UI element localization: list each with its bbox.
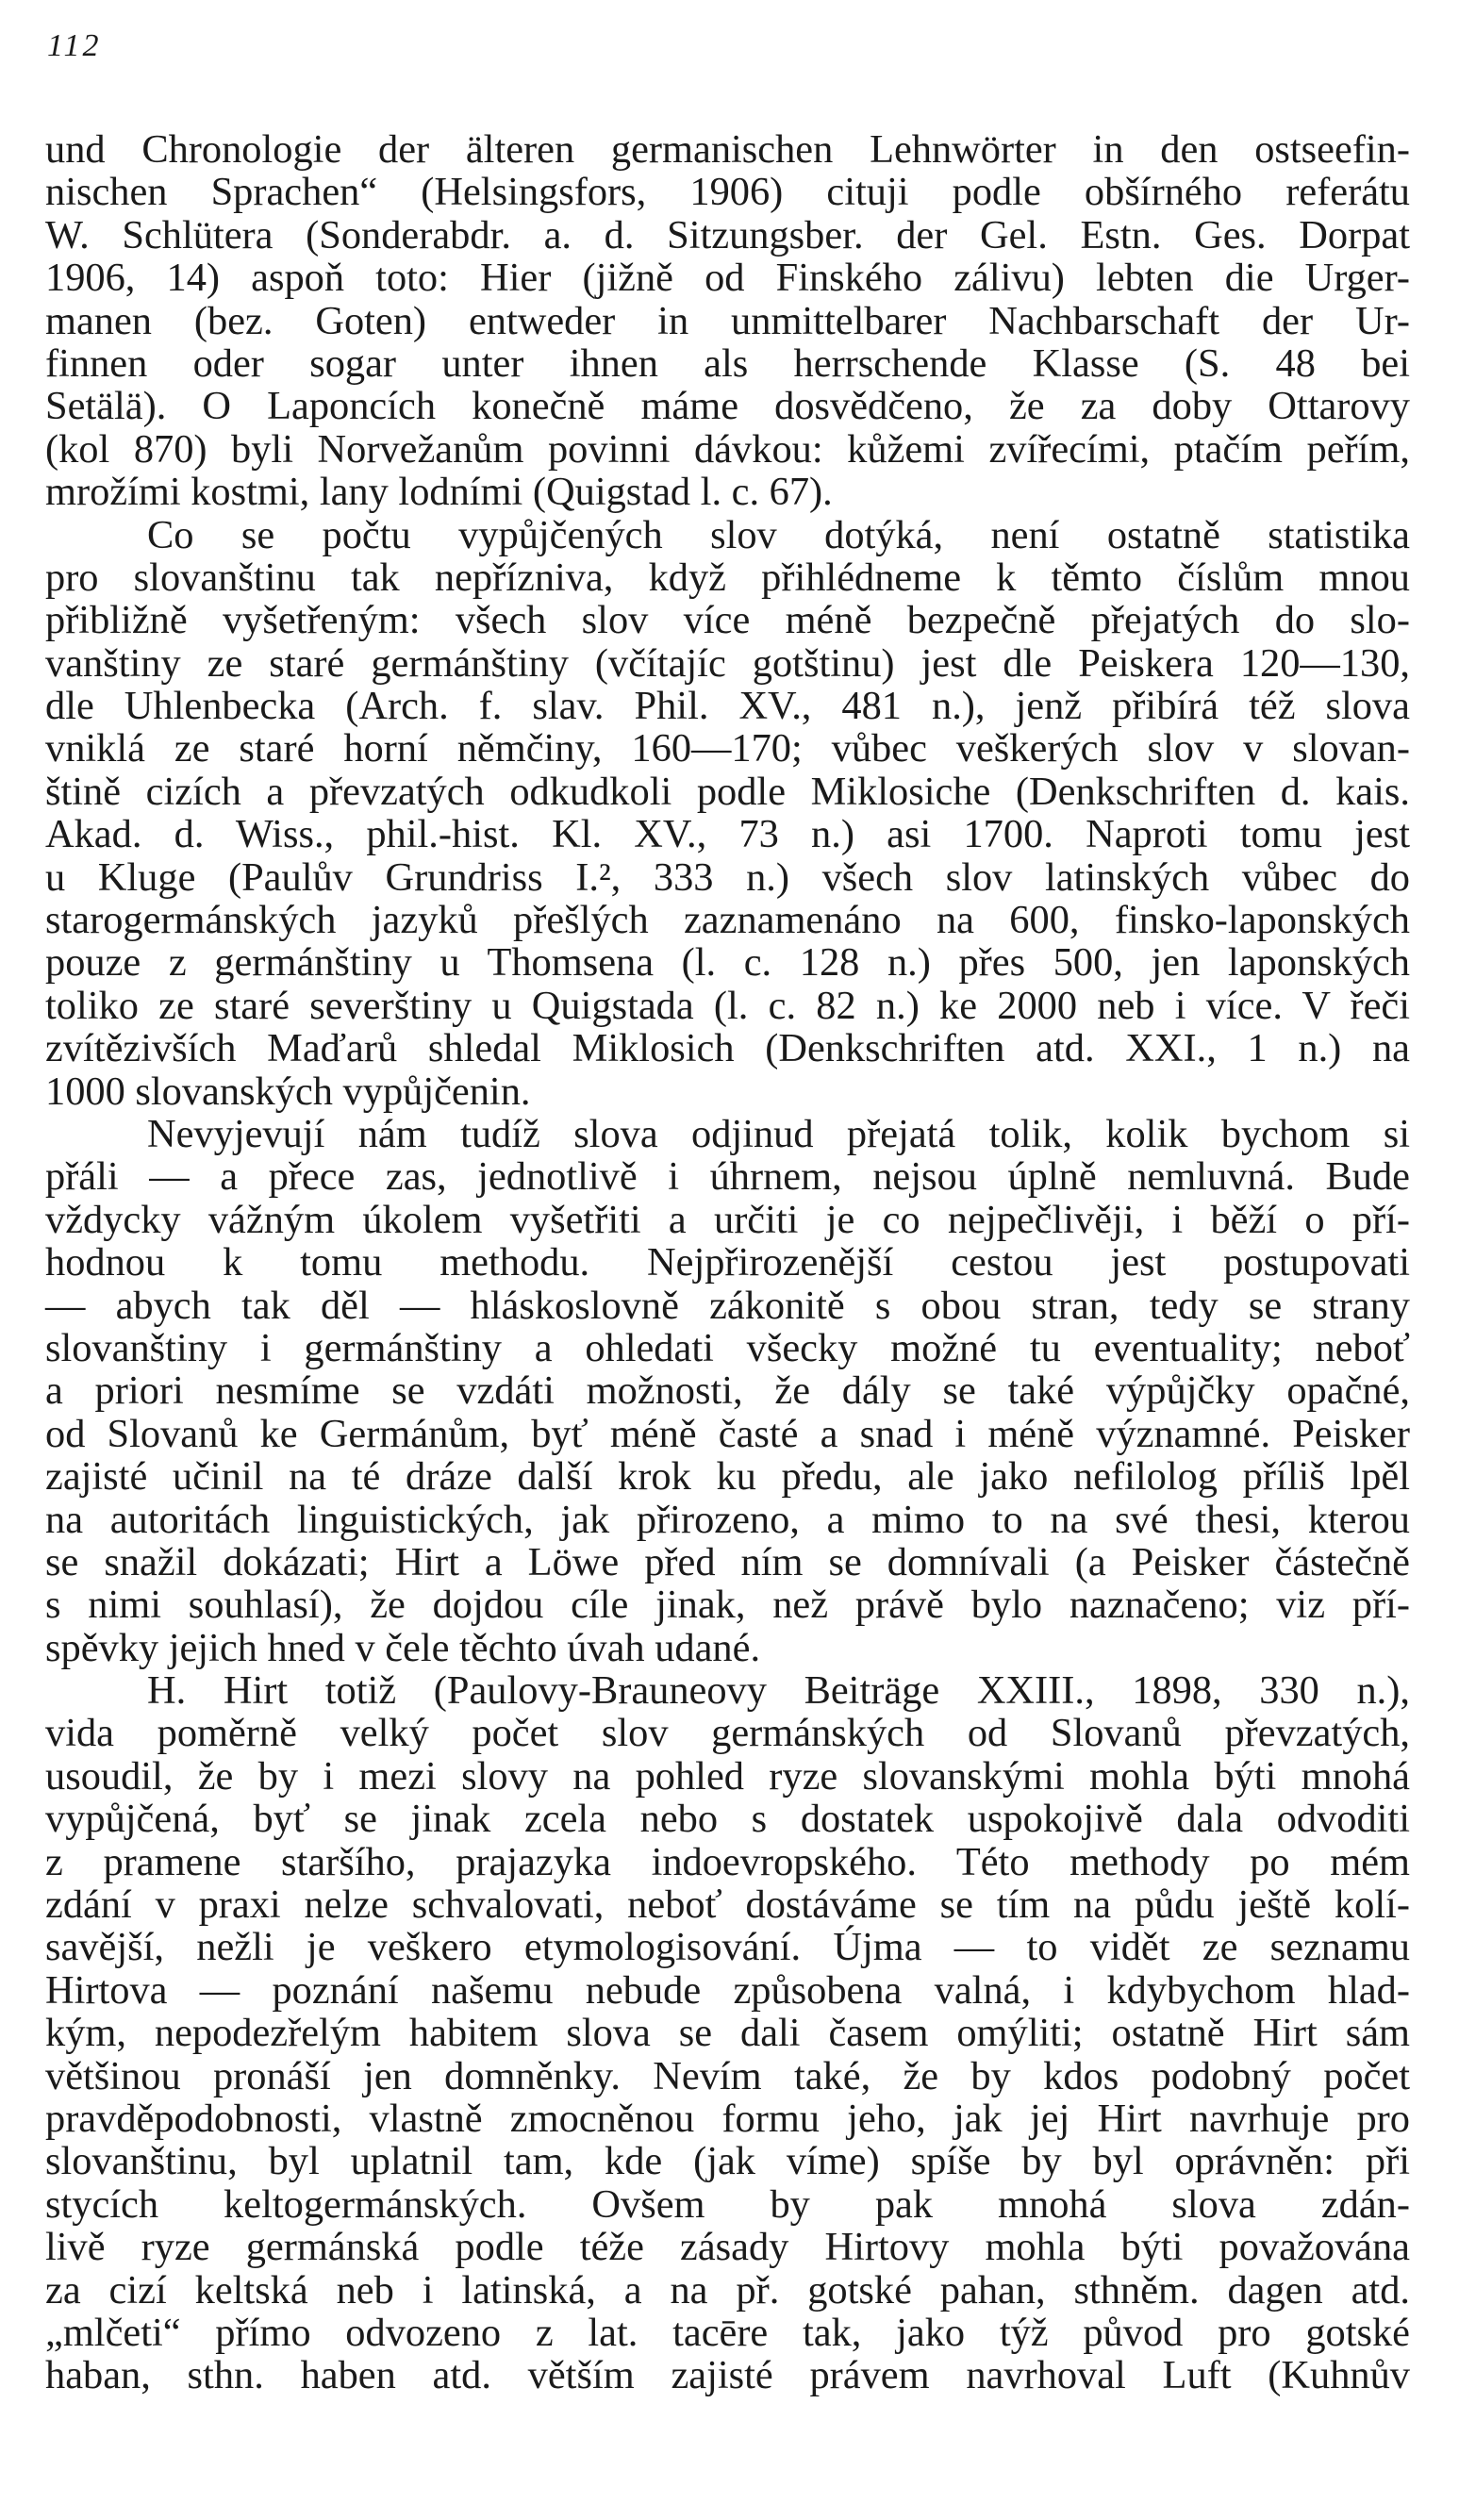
text-line-15: vniklá ze staré horní němčiny, 160—170; vůbec veškerých slov v slovan- [45,726,1410,771]
text-line-49: stycích keltogermánských. Ovšem by pak mnohá slova zdán- [45,2181,1410,2227]
text-line-50: livě ryze germánská podle téže zásady Hirtovy mohla býti považována [45,2225,1410,2270]
text-line-22: zvítězivších Maďarů shledal Miklosich (Denkschriften atd. XXI., 1 n.) na [45,1026,1410,1071]
text-line-45: kým, nepodezřelým habitem slova se dali časem omýliti; ostatně Hirt sám [45,2011,1410,2056]
text-line-19: starogermánských jazyků přešlých zaznamenáno na 600, finsko-laponských [45,898,1410,943]
text-line-52: „mlčeti“ přímo odvozeno z lat. tacēre tak, jako týž původ pro gotské [45,2310,1410,2355]
text-line-27: hodnou k tomu methodu. Nejpřirozenější cestou jest postupovati [45,1240,1410,1285]
text-line-14: dle Uhlenbecka (Arch. f. slav. Phil. XV., 481 n.), jenž přibírá též slova [45,684,1410,729]
text-line-38: vida poměrně velký počet slov germánských od Slovanů převzatých, [45,1711,1410,1756]
text-line-28: — abych tak děl — hláskoslovně zákonitě s obou stran, tedy se strany [45,1283,1410,1328]
text-line-9: mrožími kostmi, lany lodními (Quigstad l. c. 67). [45,470,833,515]
text-line-46: většinou pronáší jen domněnky. Nevím také, že by kdos podobný počet [45,2053,1410,2098]
text-line-47: pravděpodobnosti, vlastně zmocněnou formu jeho, jak jej Hirt navrhuje pro [45,2096,1410,2141]
text-line-35: s nimi souhlasí), že dojdou cíle jinak, než právě bylo naznačeno; viz pří- [45,1583,1410,1628]
text-line-51: za cizí keltská neb i latinská, a na př. gotské pahan, sthněm. dagen atd. [45,2267,1410,2313]
text-line-1: und Chronologie der älteren germanischen Lehnwörter in den ostseefin- [45,127,1410,172]
text-line-13: vanštiny ze staré germánštiny (včítajíc gotštinu) jest dle Peiskera 120—130, [45,640,1410,686]
text-line-30: a priori nesmíme se vzdáti možnosti, že dály se také výpůjčky opačné, [45,1368,1410,1414]
text-line-48: slovanštinu, byl uplatnil tam, kde (jak víme) spíše by byl oprávněn: při [45,2139,1410,2184]
text-line-7: Setälä). O Laponcích konečně máme dosvědčeno, že za doby Ottarovy [45,384,1410,429]
text-line-32: zajisté učinil na té dráze další krok ku předu, ale jako nefilolog příliš lpěl [45,1454,1410,1500]
text-line-42: zdání v praxi nelze schvalovati, neboť dostáváme se tím na půdu ještě kolí- [45,1882,1410,1928]
text-line-12: přibližně vyšetřeným: všech slov více méně bezpečně přejatých do slo- [45,598,1410,643]
text-line-25: přáli — a přece zas, jednotlivě i úhrnem, nejsou úplně nemluvná. Bude [45,1154,1410,1200]
text-line-3: W. Schlütera (Sonderabdr. a. d. Sitzungsber. der Gel. Estn. Ges. Dorpat [45,212,1410,257]
text-line-21: toliko ze staré severštiny u Quigstada (l. c. 82 n.) ke 2000 neb i více. V řeči [45,983,1410,1028]
body-text [45,128,1410,2397]
text-line-33: na autoritách linguistických, jak přirozeno, a mimo to na své thesi, kterou [45,1497,1410,1542]
text-line-34: se snažil dokázati; Hirt a Löwe před ním se domnívali (a Peisker částečně [45,1539,1410,1584]
text-line-4: 1906, 14) aspoň toto: Hier (jižně od Finského zálivu) lebten die Urger- [45,256,1410,301]
text-line-53: haban, sthn. haben atd. větším zajisté právem navrhoval Luft (Kuhnův [45,2353,1410,2398]
text-line-31: od Slovanů ke Germánům, byť méně časté a snad i méně významné. Peisker [45,1411,1410,1456]
page-number: 112 [47,28,102,63]
text-line-41: z pramene staršího, prajazyka indoevropského. Této methody po mém [45,1839,1410,1884]
text-line-23: 1000 slovanských vypůjčenin. [45,1069,531,1114]
text-line-24: Nevyjevují nám tudíž slova odjinud přejatá tolik, kolik bychom si [147,1111,1410,1156]
text-line-44: Hirtova — poznání našemu nebude způsobena valná, i kdybychom hlad- [45,1967,1410,2013]
text-line-8: (kol 870) byli Norvežanům povinni dávkou: kůžemi zvířecími, ptačím peřím, [45,426,1410,472]
text-line-6: finnen oder sogar unter ihnen als herrschende Klasse (S. 48 bei [45,340,1410,386]
text-line-36: spěvky jejich hned v čele těchto úvah udané. [45,1625,761,1670]
text-line-43: savější, nežli je veškero etymologisování. Újma — to vidět ze seznamu [45,1925,1410,1970]
text-line-2: nischen Sprachen“ (Helsingsfors, 1906) cituji podle obšírného referátu [45,170,1410,215]
text-line-18: u Kluge (Paulův Grundriss I.², 333 n.) všech slov latinských vůbec do [45,854,1410,900]
text-line-11: pro slovanštinu tak nepřízniva, když přihlédneme k těmto číslům mnou [45,555,1410,600]
text-line-40: vypůjčená, byť se jinak zcela nebo s dostatek uspokojivě dala odvoditi [45,1797,1410,1842]
text-line-26: vždycky vážným úkolem vyšetřiti a určiti je co nejpečlivěji, i běží o pří- [45,1197,1410,1242]
text-line-37: H. Hirt totiž (Paulovy-Brauneovy Beiträge XXIII., 1898, 330 n.), [147,1668,1410,1714]
text-line-17: Akad. d. Wiss., phil.-hist. Kl. XV., 73 n.) asi 1700. Naproti tomu jest [45,812,1410,857]
text-line-29: slovanštiny i germánštiny a ohledati všecky možné tu eventuality; neboť [45,1325,1410,1370]
text-line-20: pouze z germánštiny u Thomsena (l. c. 128 n.) přes 500, jen laponských [45,940,1410,986]
text-line-16: štině cizích a převzatých odkudkoli podle Miklosiche (Denkschriften d. kais. [45,769,1410,814]
text-line-10: Co se počtu vypůjčených slov dotýká, není ostatně statistika [147,512,1410,557]
text-line-5: manen (bez. Goten) entweder in unmittelbarer Nachbarschaft der Ur- [45,298,1410,343]
text-line-39: usoudil, že by i mezi slovy na pohled ryze slovanskými mohla býti mnohá [45,1753,1410,1799]
